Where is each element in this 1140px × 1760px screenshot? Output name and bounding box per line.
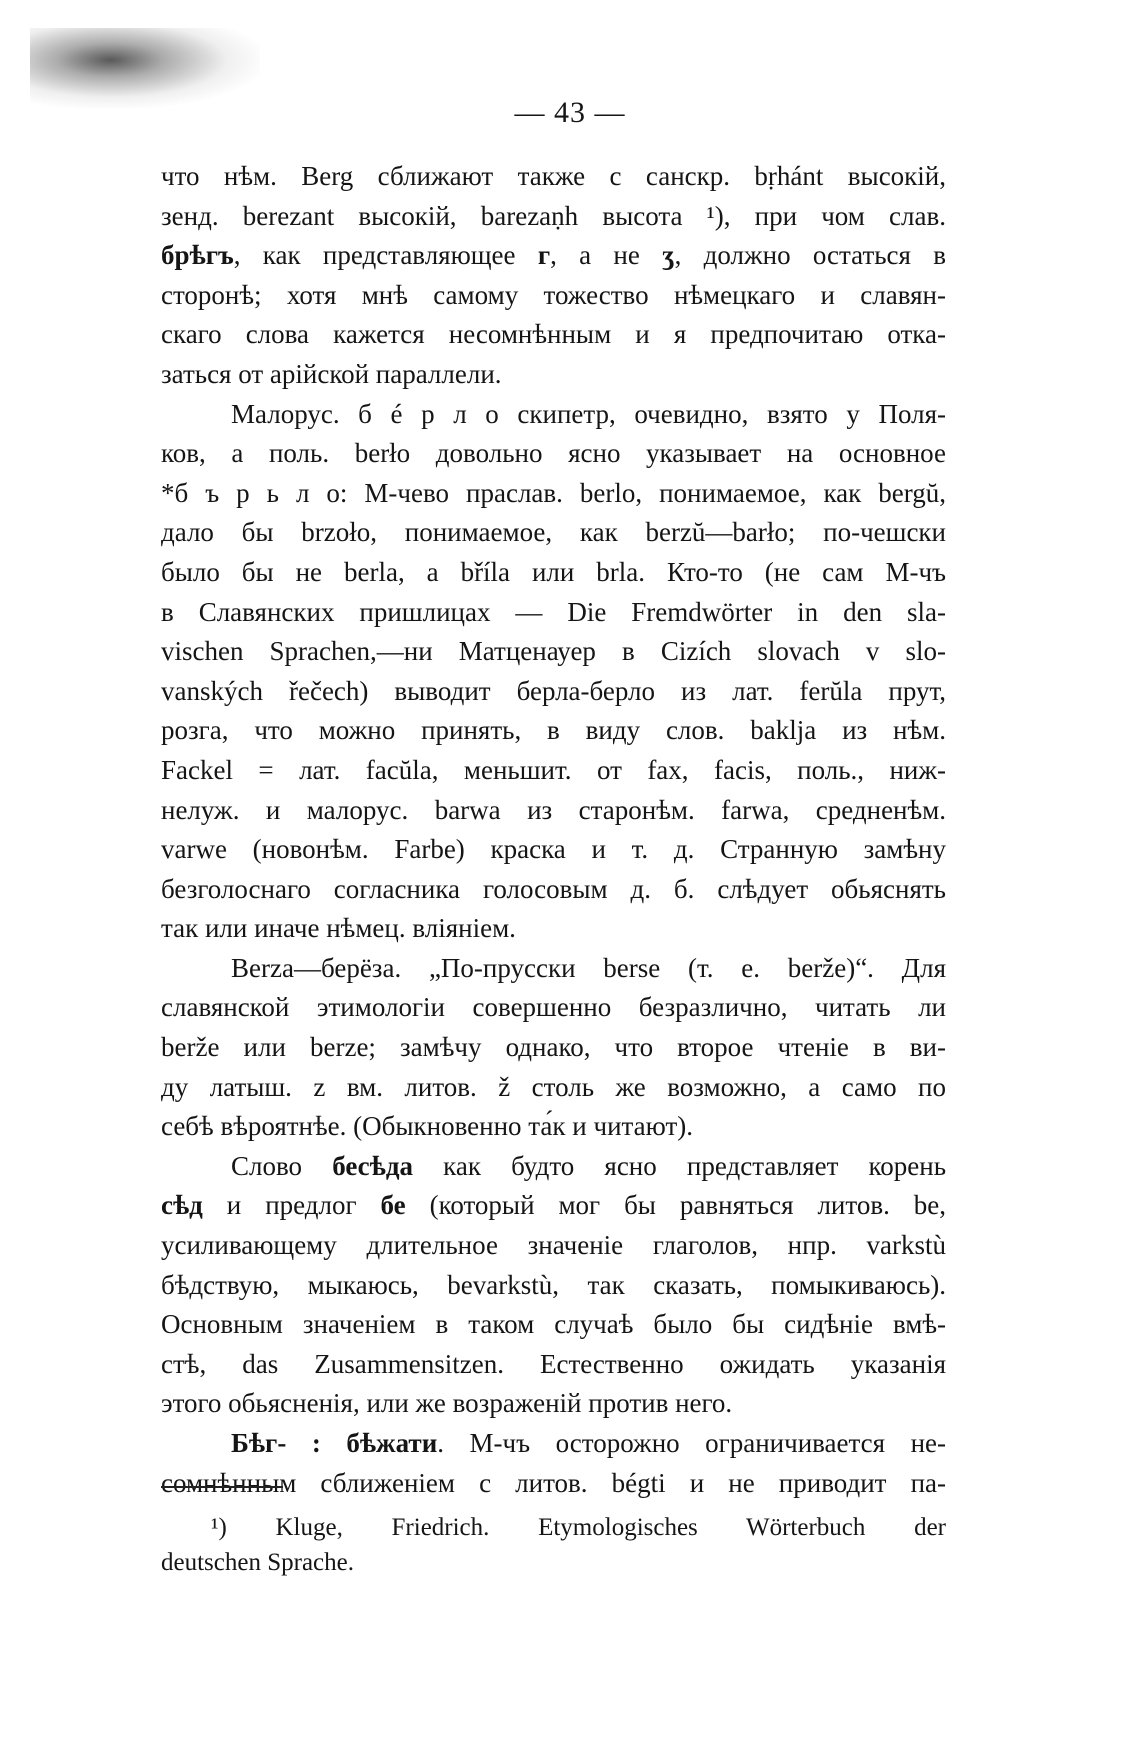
text-line [161,791,946,831]
text-segment: славянской этимологіи совершенно безразлично, читать ли [161,992,946,1023]
text-segment: Малорус. б é р л о скипетр, очевидно, взято у Поля- [231,398,946,429]
text-line [161,236,946,276]
text-segment: что нѣм. Berg сближают также с санскр. bṛhánt высокій, [161,161,946,191]
text-line [161,276,946,316]
text-line [161,157,946,197]
text-segment: так или иначе нѣмец. вліяніем. [161,913,516,944]
text-line [161,1384,946,1424]
bold-term: бесѣда [332,1150,413,1181]
text-line [161,355,946,395]
bold-term: бе [380,1190,406,1221]
text-segment: заться от арійской параллели. [161,358,502,389]
text-line [161,751,946,791]
text-segment: (который мог бы равняться литов. be, [405,1190,947,1221]
text-line [161,1147,946,1187]
text-segment: Основным значеніем в таком случаѣ было бы сидѣніе вмѣ- [161,1309,946,1340]
footnote [161,1510,946,1580]
text-line [161,474,946,514]
text-segment: розга, что можно принять, в виду слов. baklja из нѣм. [161,715,946,746]
body-text [161,157,946,1503]
text-segment: Berza—берёза. „По-прусски berse (т. е. berže)“. Для [231,952,946,983]
text-line [161,395,946,435]
text-line [161,553,946,593]
bold-term: Бѣг- : бѣжати [231,1428,438,1458]
text-segment: , как представляющее [233,240,538,271]
text-line [161,1464,946,1504]
text-line [161,1345,946,1385]
text-segment: Fackel = лат. facŭla, меньшит. от fax, facis, поль., ниж- [161,754,946,785]
text-line [161,949,946,989]
text-segment: скаго слова кажется несомнѣнным и я предпочитаю отка- [161,319,946,350]
text-line [161,1107,946,1147]
text-segment: как будто ясно представляет корень [413,1150,947,1181]
text-line [161,1305,946,1345]
text-segment: berže или berze; замѣчу однако, что второе чтеніе в ви- [161,1032,946,1063]
bold-term: брѣгъ [161,240,234,271]
text-line [161,870,946,910]
text-line [161,1028,946,1068]
text-line [161,1226,946,1266]
text-segment: и предлог [202,1190,381,1221]
text-segment: было бы не berla, а bříla или brla. Кто-то (не сам М-чъ [161,556,946,587]
text-line [161,711,946,751]
text-line [161,1068,946,1108]
text-segment: себѣ вѣроятнѣе. (Обыкновенно та́к и читают). [161,1111,693,1142]
text-line [161,672,946,712]
bold-term: ʒ [662,240,675,271]
text-segment: ду латыш. z вм. литов. ž столь же возможно, а само по [161,1071,946,1102]
text-segment: сторонѣ; хотя мнѣ самому тожество нѣмецкаго и славян- [161,279,946,310]
text-segment: зенд. berezant высокій, barezaṇh высота ¹), при чом слав. [161,200,946,231]
text-segment: стѣ, das Zusammensitzen. Естественно ожидать указанія [161,1348,946,1379]
text-segment: Слово [231,1150,333,1181]
text-segment: бѣдствую, мыкаюсь, bevarkstù, так сказать, помыкиваюсь). [161,1269,946,1300]
text-segment: дало бы brzoło, понимаемое, как berzŭ—barło; по-чешски [161,517,946,548]
text-segment: в Славянских пришлицах — Die Fremdwörter in den sla- [161,596,946,627]
text-line [161,1424,946,1464]
page-number: — 43 — [514,96,626,129]
text-segment: varwe (новонѣм. Farbe) краска и т. д. Странную замѣну [161,834,946,865]
text-line [161,434,946,474]
text-line [161,1266,946,1306]
text-segment: vischen Sprachen,—ни Матценауер в Cizích slovach v slo- [161,636,946,667]
text-segment: сомнѣнным сближеніем с литов. bégti и не приводит па- [161,1467,946,1498]
footnote-line: ¹) Kluge, Friedrich. Etymologisches Wörterbuch der [211,1514,946,1541]
text-segment: усиливающему длительное значеніе глаголов, нпр. varkstù [161,1230,946,1261]
bold-term: сѣд [161,1190,203,1221]
text-segment: безголоснаго согласника голосовым д. б. слѣдует обьяснять [161,873,946,904]
text-line [161,593,946,633]
text-segment: этого обьясненія, или же возраженій против него. [161,1388,733,1419]
text-line [161,909,946,949]
text-line [161,315,946,355]
bold-term: г [537,240,551,271]
text-segment: ков, а поль. berło довольно ясно указывает на основное [161,438,946,469]
footnote-line: deutschen Sprache. [161,1549,354,1576]
text-line [161,988,946,1028]
text-segment: , а не [550,240,663,271]
text-line [161,1186,946,1226]
text-line [161,830,946,870]
text-segment: , должно остаться в [674,240,947,271]
text-line [161,513,946,553]
text-segment: . М-чъ осторожно ограничивается не- [437,1428,947,1458]
text-segment: нелуж. и малорус. barwa из старонѣм. farwa, средненѣм. [161,794,946,825]
text-segment: *б ъ р ь л о: М-чево праслав. berlo, понимаемое, как bergŭ, [161,477,946,508]
text-segment: vanských řečech) выводит берла-берло из лат. ferŭla прут, [161,675,946,706]
text-line [161,632,946,672]
text-line [161,197,946,237]
footnote-separator [161,1486,283,1488]
